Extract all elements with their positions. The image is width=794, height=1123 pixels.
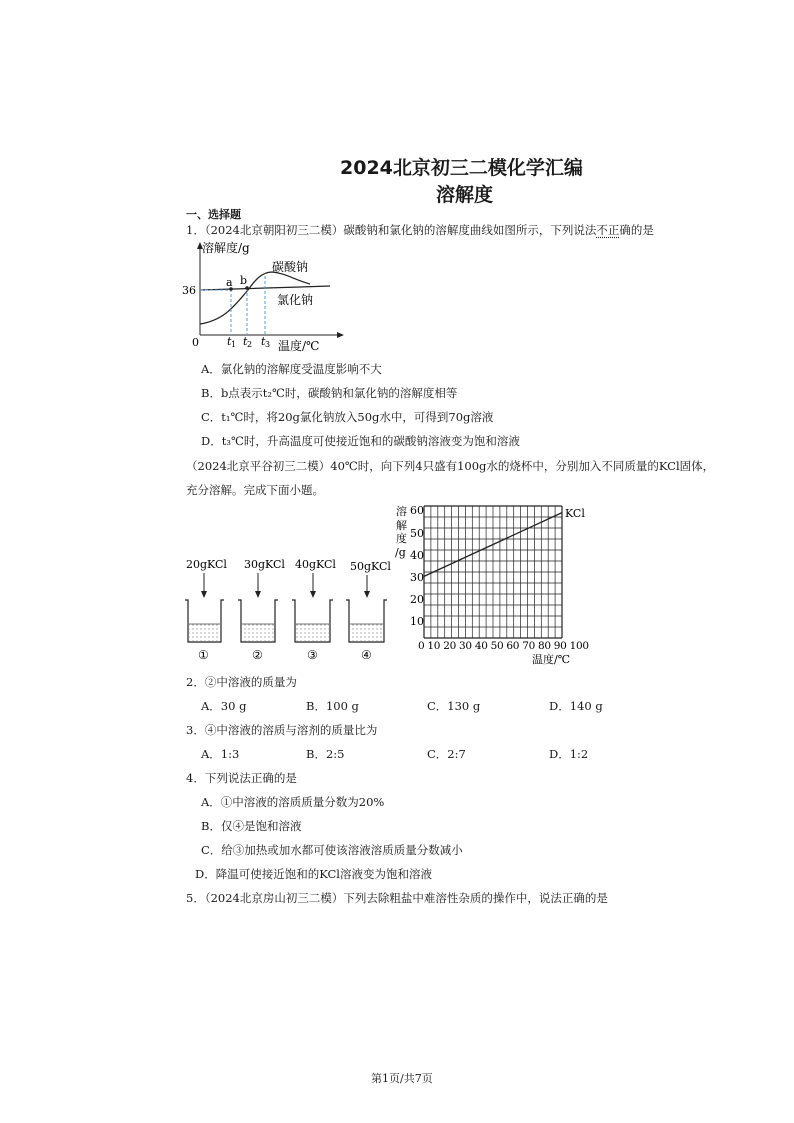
question-1-emphasis: 不正 (596, 223, 620, 237)
t1-label: t (227, 335, 232, 348)
page-subtitle: 溶解度 (436, 184, 494, 206)
section-heading: 一、选择题 (186, 208, 241, 221)
t1-sub: 1 (231, 340, 237, 349)
beaker-1-label: 20gKCl (186, 558, 227, 571)
beaker-1-number: ① (198, 648, 209, 662)
x-axis-arrow (337, 332, 344, 338)
beaker-1 (185, 558, 227, 662)
question-1-stem-end: 确的是 (619, 223, 654, 237)
y-tick-36: 36 (182, 284, 196, 297)
kcl-y-tick: 10 (410, 615, 424, 628)
t3-sub: 3 (265, 340, 271, 349)
page-title: 2024北京初三二模化学汇编 (340, 157, 583, 179)
q3-option-d: D．1:2 (549, 747, 589, 761)
q4-option-a: A．①中溶液的溶质质量分数为20% (201, 795, 385, 809)
intro-line-2: 充分溶解。完成下面小题。 (186, 483, 324, 497)
kcl-y-tick: 60 (410, 504, 424, 517)
beaker-3-number: ③ (307, 648, 318, 662)
kcl-y-tick: 40 (410, 549, 424, 562)
kcl-ylabel (395, 504, 407, 559)
beakers-figure (180, 552, 395, 664)
q4-option-b: B．仅④是饱和溶液 (201, 819, 302, 833)
beaker-3-label: 40gKCl (295, 558, 336, 571)
kcl-xlabel: 温度/℃ (532, 653, 571, 666)
beaker-4 (346, 560, 391, 662)
kcl-y-tick: 20 (410, 593, 424, 606)
kcl-chart (392, 502, 592, 668)
kcl-x-ticks: 0 10 20 30 40 50 60 70 80 90 100 (418, 640, 589, 652)
q2-option-b: B．100 g (306, 699, 359, 713)
solubility-curve-figure (180, 240, 350, 355)
question-2-stem: 2．②中溶液的质量为 (186, 675, 297, 689)
q1-option-b: B．b点表示t₂℃时，碳酸钠和氯化钠的溶解度相等 (201, 386, 458, 400)
t2-sub: 2 (247, 340, 253, 349)
t2-label: t (243, 335, 248, 348)
kcl-y-ticks (410, 504, 424, 628)
beaker-4-label: 50gKCl (350, 560, 391, 573)
beaker-4-number: ④ (361, 648, 372, 662)
q3-option-a: A．1:3 (201, 747, 240, 761)
q2-option-a: A．30 g (201, 699, 247, 713)
page-footer: 第1页/共7页 (371, 1072, 433, 1085)
nacl-label: 氯化钠 (277, 293, 314, 307)
q1-option-c: C．t₁℃时，将20g氯化钠放入50g水中，可得到70g溶液 (201, 410, 494, 424)
beaker-2-label: 30gKCl (244, 558, 285, 571)
point-a-label: a (226, 276, 233, 289)
xlabel: 温度/℃ (278, 339, 320, 353)
question-3-stem: 3．④中溶液的溶质与溶剂的质量比为 (186, 723, 378, 737)
kcl-ylabel-3: 度 (396, 532, 407, 545)
ylabel: 溶解度/g (202, 241, 250, 255)
beaker-2 (238, 558, 285, 662)
q1-option-d: D．t₃℃时，升高温度可使接近饱和的碳酸钠溶液变为饱和溶液 (201, 434, 520, 448)
q4-option-d: D．降温可使接近饱和的KCl溶液变为饱和溶液 (195, 867, 432, 881)
q2-option-d: D．140 g (549, 699, 603, 713)
q4-option-c: C．给③加热或加水都可使该溶液溶质质量分数减小 (201, 843, 463, 857)
question-5-stem: 5．（2024北京房山初三二模）下列去除粗盐中难溶性杂质的操作中，说法正确的是 (186, 891, 608, 905)
q1-option-a: A．氯化钠的溶解度受温度影响不大 (201, 362, 382, 376)
q2-option-c: C．130 g (427, 699, 481, 713)
kcl-ylabel-1: 溶 (396, 505, 407, 518)
question-1-stem (186, 222, 654, 238)
question-4-stem: 4．下列说法正确的是 (186, 771, 297, 785)
intro-line-1: （2024北京平谷初三二模）40℃时，向下列4只盛有100g水的烧杯中，分别加入不同质量的KCl固体， (186, 459, 715, 473)
question-1-stem-part: 1．（2024北京朝阳初三二模）碳酸钠和氯化钠的溶解度曲线如图所示，下列说法 (186, 223, 597, 237)
kcl-grid (424, 506, 562, 638)
kcl-y-tick: 50 (410, 527, 424, 540)
beaker-2-number: ② (252, 648, 263, 662)
beaker-3 (292, 558, 336, 662)
kcl-ylabel-2: 解 (396, 519, 407, 532)
point-b-label: b (240, 274, 248, 287)
na2co3-label: 碳酸钠 (272, 260, 309, 274)
kcl-series-label: KCl (565, 507, 585, 520)
q3-option-c: C．2:7 (427, 747, 466, 761)
kcl-ylabel-4: /g (395, 546, 406, 559)
q3-option-b: B．2:5 (306, 747, 345, 761)
origin-label: 0 (192, 336, 199, 349)
kcl-y-tick: 30 (410, 571, 424, 584)
t3-label: t (261, 335, 266, 348)
